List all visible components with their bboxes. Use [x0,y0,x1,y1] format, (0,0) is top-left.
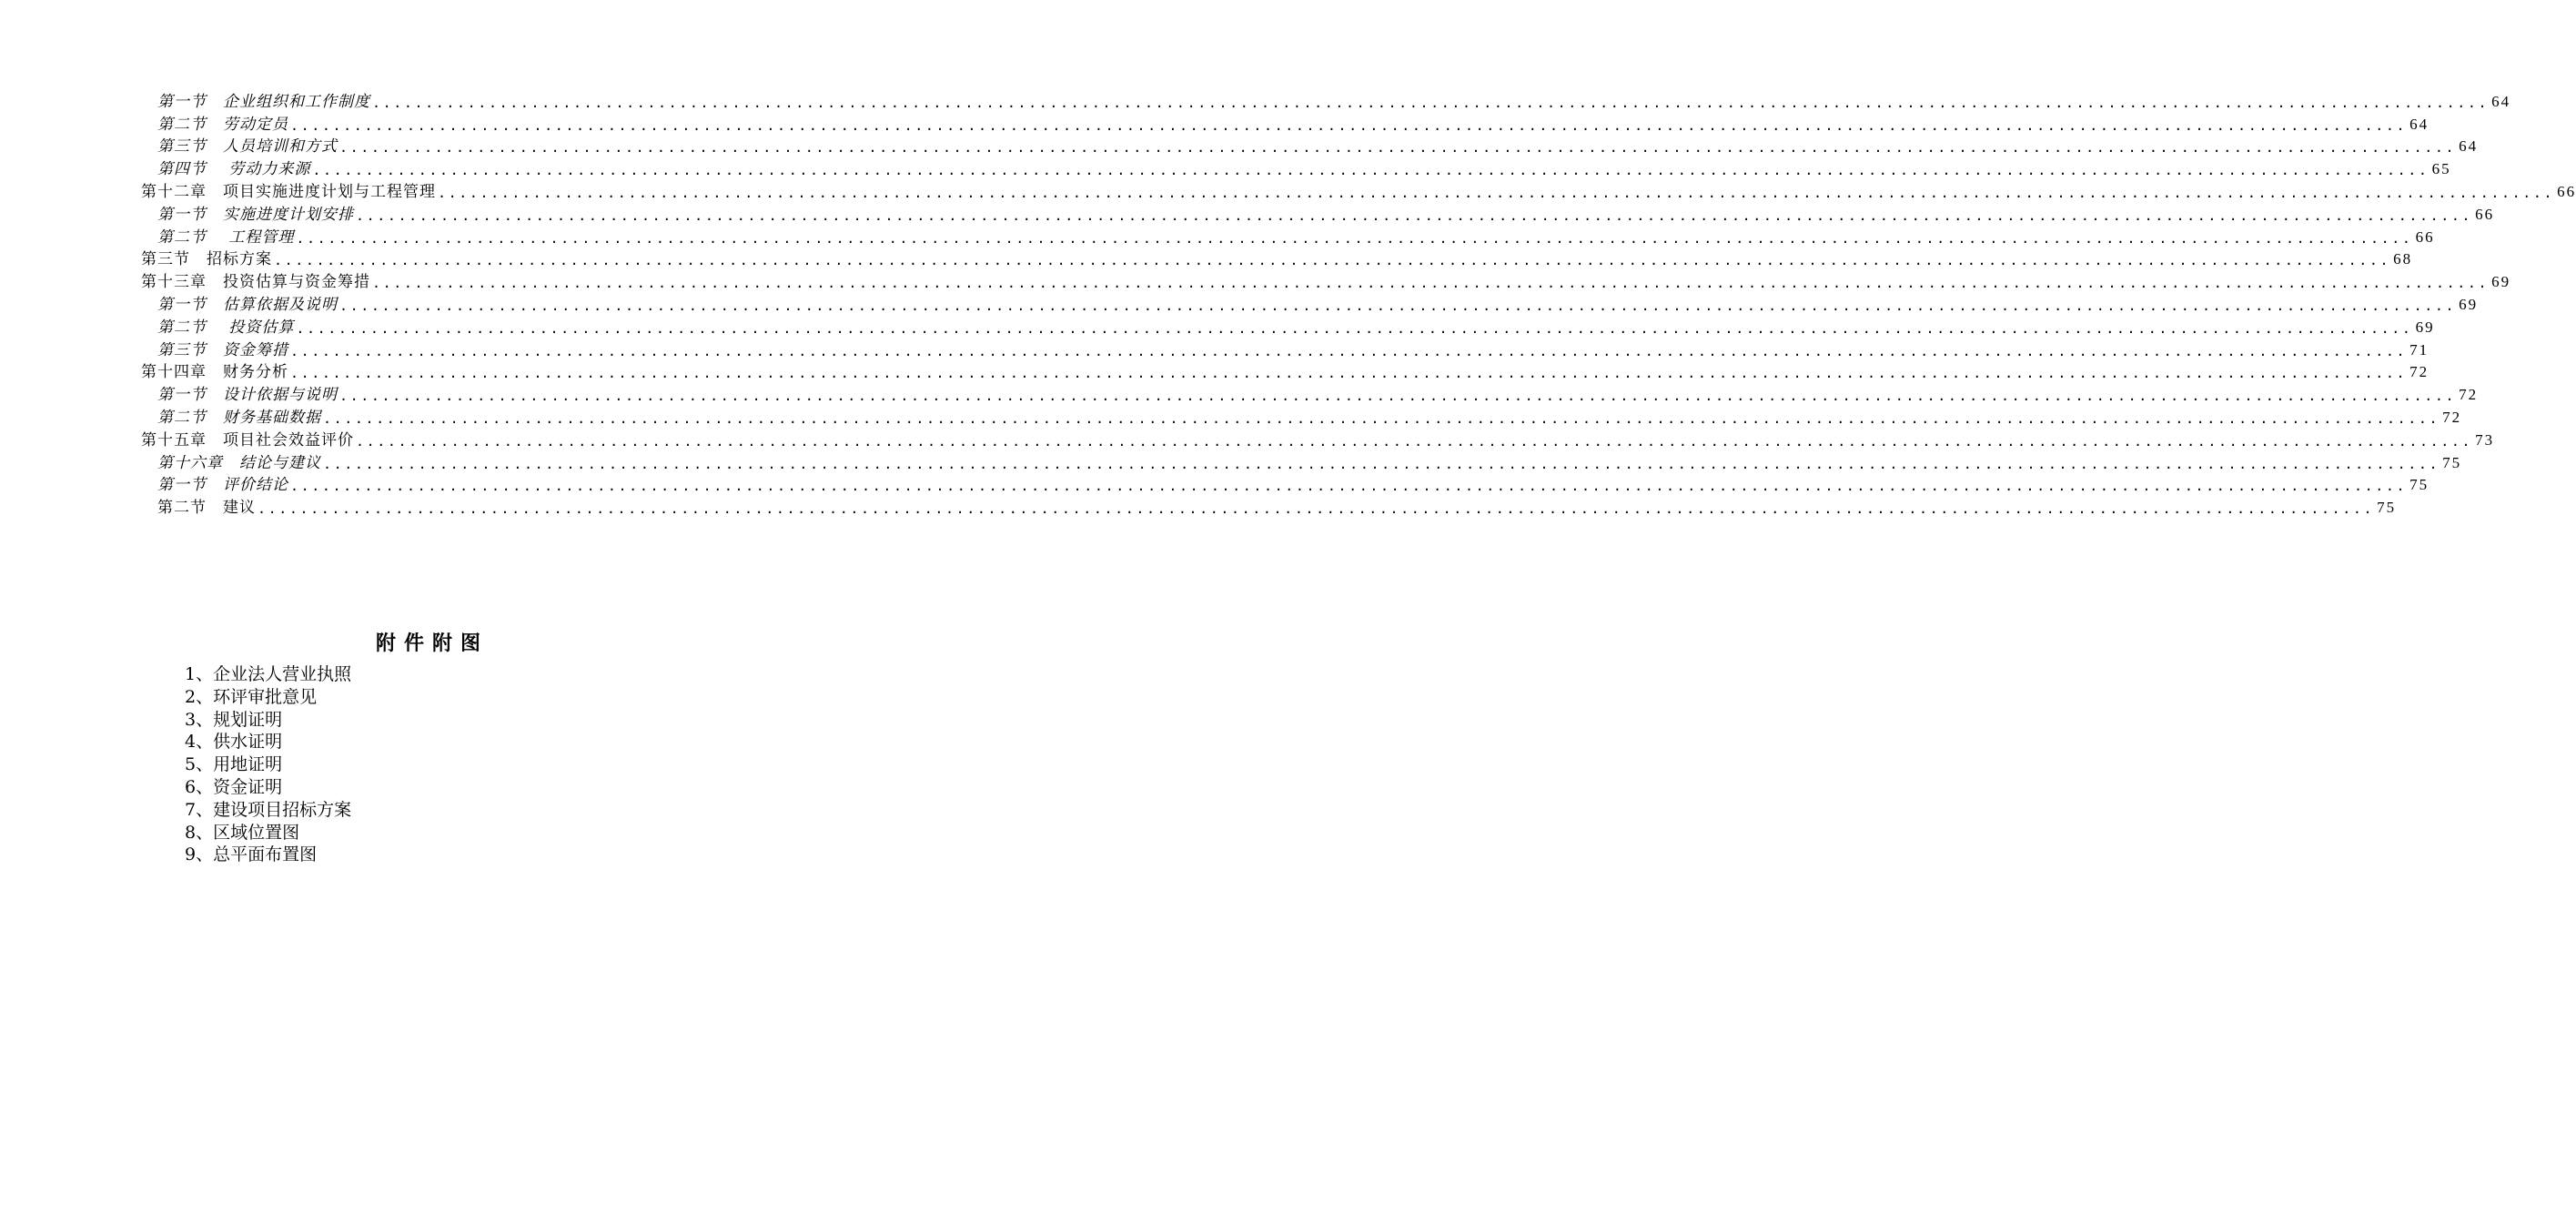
toc-entry[interactable] [141,248,2413,271]
toc-entry-page: 75 [2409,476,2430,494]
toc-entry[interactable] [141,180,2576,203]
toc-entry-title: 第十五章 项目社会效益评价 [141,430,354,450]
toc-entry[interactable] [141,90,2511,113]
toc-entry[interactable] [141,451,2462,474]
toc-dot-leader: ........................................................................................................................................................................................................ [290,478,2408,495]
toc-entry[interactable] [141,429,2495,451]
toc-dot-leader: ........................................................................................................................................................................................................ [290,342,2408,359]
toc-entry-page: 65 [2431,160,2451,178]
toc-entry-title: 第一节 企业组织和工作制度 [157,92,370,111]
toc-entry-title: 第一节 实施进度计划安排 [157,205,354,224]
toc-entry-page: 66 [2415,227,2435,246]
toc-dot-leader: ........................................................................................................................................................................................................ [323,409,2440,427]
toc-entry[interactable] [141,113,2430,136]
table-of-contents [141,90,2576,519]
toc-dot-leader: ........................................................................................................................................................................................................ [274,252,2391,269]
toc-dot-leader: ........................................................................................................................................................................................................ [372,275,2490,292]
toc-dot-leader: ........................................................................................................................................................................................................ [312,162,2430,179]
toc-entry-title: 第十三章 投资估算与资金筹措 [141,273,370,292]
toc-dot-leader: ........................................................................................................................................................................................................ [290,365,2408,382]
toc-dot-leader: ........................................................................................................................................................................................................ [339,297,2457,314]
toc-entry[interactable] [141,339,2430,361]
toc-dot-leader: ........................................................................................................................................................................................................ [290,116,2408,134]
toc-entry-title: 第三节 招标方案 [141,250,272,269]
toc-entry-title: 第一节 评价结论 [157,476,288,495]
toc-entry-page: 75 [2442,453,2462,471]
toc-dot-leader: ........................................................................................................................................................................................................ [339,388,2457,405]
toc-entry-title: 第二节 建议 [157,499,256,518]
toc-entry-title: 第十六章 结论与建议 [157,453,321,472]
toc-entry[interactable] [141,474,2430,497]
toc-entry-title: 第二节 投资估算 [157,318,295,337]
toc-entry-page: 69 [2459,295,2479,313]
toc-entry[interactable] [141,136,2479,158]
toc-dot-leader: ........................................................................................................................................................................................................ [339,139,2457,157]
toc-entry-page: 69 [2491,273,2511,291]
toc-entry-title: 第一节 估算依据及说明 [157,295,338,314]
toc-entry[interactable] [141,496,2397,519]
toc-entry-page: 68 [2393,250,2413,268]
appendix-item: 8、区域位置图 [185,822,300,843]
toc-entry[interactable] [141,270,2511,293]
toc-entry[interactable] [141,157,2451,180]
appendix-item: 7、建设项目招标方案 [185,799,352,820]
appendix-item: 3、规划证明 [185,709,283,730]
toc-dot-leader: ........................................................................................................................................................................................................ [296,229,2413,247]
toc-entry-title: 第十二章 项目实施进度计划与工程管理 [141,182,436,201]
appendix-item: 9、总平面布置图 [185,844,318,865]
toc-entry-title: 第一节 设计依据与说明 [157,386,338,405]
toc-entry-page: 73 [2475,430,2495,449]
appendix-item: 1、企业法人营业执照 [185,664,352,684]
toc-entry[interactable] [141,226,2435,248]
toc-dot-leader: ........................................................................................................................................................................................................ [296,319,2413,337]
appendix-heading: 附件附图 [375,632,489,655]
toc-entry-title: 第二节 财务基础数据 [157,408,321,427]
appendix-item: 6、资金证明 [185,776,283,797]
toc-entry[interactable] [141,406,2462,429]
toc-entry-page: 66 [2557,182,2576,200]
toc-dot-leader: ........................................................................................................................................................................................................ [323,455,2440,472]
appendix-item: 5、用地证明 [185,754,283,775]
toc-entry-page: 72 [2409,363,2430,381]
toc-entry[interactable] [141,361,2430,384]
toc-entry[interactable] [141,203,2495,226]
appendix-item: 4、供水证明 [185,732,283,753]
appendix-item: 2、环评审批意见 [185,686,318,707]
toc-entry-page: 75 [2377,499,2397,517]
toc-entry-title: 第二节 工程管理 [157,227,295,247]
toc-entry-page: 69 [2415,318,2435,336]
toc-entry-title: 第十四章 财务分析 [141,363,288,382]
toc-dot-leader: ........................................................................................................................................................................................................ [372,94,2490,111]
toc-entry-title: 第二节 劳动定员 [157,115,288,134]
toc-entry[interactable] [141,316,2435,339]
appendix-list [185,663,351,866]
toc-entry-page: 66 [2475,205,2495,223]
toc-entry-title: 第三节 资金筹措 [157,340,288,359]
toc-dot-leader: ........................................................................................................................................................................................................ [356,207,2473,224]
toc-entry-page: 64 [2459,137,2479,156]
toc-entry-page: 71 [2409,340,2430,359]
toc-dot-leader: ........................................................................................................................................................................................................ [438,184,2555,201]
toc-dot-leader: ........................................................................................................................................................................................................ [356,432,2473,450]
toc-entry[interactable] [141,383,2479,406]
toc-dot-leader: ........................................................................................................................................................................................................ [258,500,2375,518]
toc-entry-page: 72 [2442,408,2462,426]
toc-entry-page: 64 [2491,92,2511,110]
toc-entry-page: 64 [2409,115,2430,133]
toc-entry[interactable] [141,293,2479,316]
toc-entry-title: 第四节 劳动力来源 [157,160,311,179]
toc-entry-page: 72 [2459,386,2479,404]
toc-entry-title: 第三节 人员培训和方式 [157,137,338,157]
